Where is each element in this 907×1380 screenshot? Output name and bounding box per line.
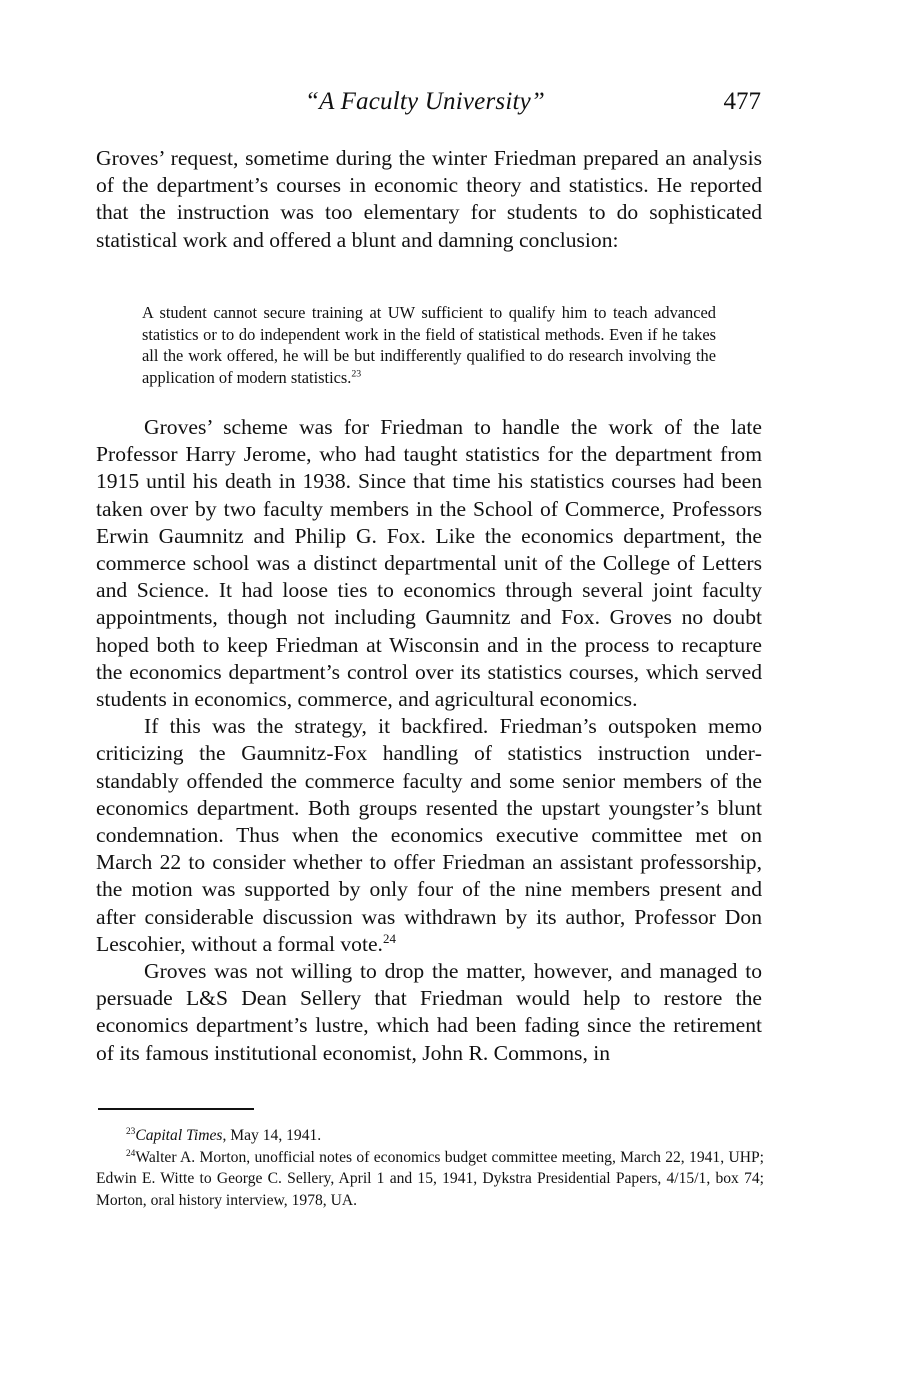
running-header (0, 88, 907, 124)
footnote-24 (96, 1147, 764, 1212)
paragraph-2: Groves’ scheme was for Friedman to handle the work of the late Professor Harry Jerome, who had taught statistics for the department from 1915 until his death in 1938. Since that time his statistics courses had been taken over by two faculty members in the School of Commerce, Professors Erwin Gaumnitz and Philip G. Fox. Like the economics department, the commerce school was a distinct departmental unit of the College of Letters and Science. It had loose ties to economics through several joint faculty appointments, though not including Gaumnitz and Fox. Groves no doubt hoped both to keep Friedman at Wisconsin and in the process to recapture the economics department’s control over its statistics courses, which served students in economics, commerce, and agricultural economics. (96, 415, 762, 712)
footnote-23 (96, 1125, 764, 1147)
paragraph-1-text: Groves’ request, sometime during the winter Friedman prepared an analysis of the department’s courses in economic theory and statistics. He reported that the instruction was too elementary for students to do sophisticated statistical work and offered a blunt and damning conclusion: (96, 146, 762, 252)
footnote-23-text: , May 14, 1941. (222, 1127, 322, 1144)
footnote-24-number: 24 (126, 1148, 136, 1159)
footnotes (96, 1125, 764, 1211)
running-title: “A Faculty University” (305, 88, 546, 115)
footnote-ref-23: 23 (351, 368, 362, 380)
footnote-24-text: Walter A. Morton, unofficial notes of economics budget committee meeting, March 22, 1941, UHP; Edwin E. Witte to George C. Sellery, April 1 and 15, 1941, Dykstra Presidential Papers, 4/15/1, box 74; Morton, oral history interview, 1978, UA. (96, 1148, 764, 1209)
block-quote-text: A student cannot secure training at UW sufficient to qualify him to teach advanced statistics or to do independent work in the field of statistical methods. Even if he takes all the work offered, he will be but indifferently qualified to do research involving the application of modern statistics. (142, 303, 716, 387)
paragraph-3 (96, 713, 762, 958)
footnote-divider (98, 1108, 254, 1110)
footnote-23-number: 23 (126, 1126, 136, 1137)
page-number: 477 (723, 88, 761, 115)
footnote-23-title: Capital Times (135, 1127, 223, 1144)
block-quote (142, 302, 716, 388)
paragraph-4: Groves was not willing to drop the matter, however, and managed to persuade L&S Dean Sellery that Friedman would help to restore the economics department’s lustre, which had been fading since the retirement of its famous institutional economist, John R. Commons, in (96, 959, 762, 1065)
paragraph-3-text: If this was the strategy, it backfired. Friedman’s outspoken memo criticizing the Gaumnitz-Fox handling of statistics instruction understandably offended the commerce faculty and some senior members of the economics department. Both groups resented the upstart youngster’s blunt condemnation. Thus when the economics executive committee met on March 22 to consider whether to offer Friedman an assistant professorship, the motion was supported by only four of the nine members present and after considerable discussion was withdrawn by its author, Professor Don Lescohier, without a formal vote. (96, 714, 762, 956)
main-body (96, 414, 762, 1067)
paragraph-1 (96, 145, 762, 254)
footnote-ref-24: 24 (382, 930, 396, 946)
